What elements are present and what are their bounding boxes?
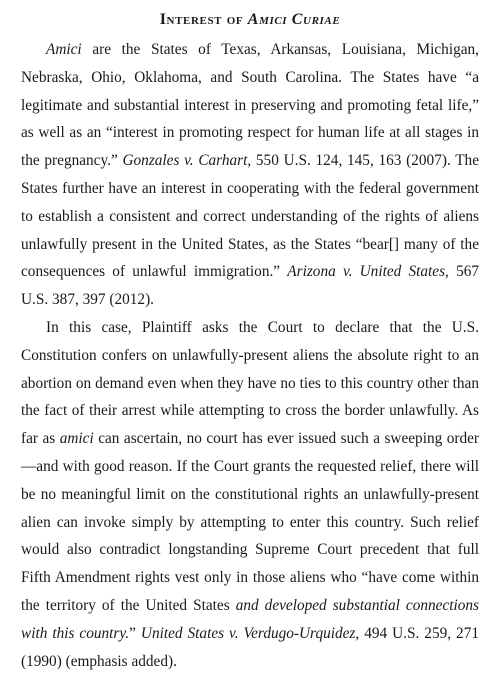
emphasized-quote: and developed substantial connections with this country. <box>21 596 479 642</box>
paragraph-text: In this case, Plaintiff asks the Court to declare that the U.S. Constitution confers on unlawfully-present aliens the absolute right to an abortion on demand even when they have no ties to this country other than the fact of their arrest while attempting to cross the border unlawfully. As far as <box>21 318 479 448</box>
paragraph-text: can ascertain, no court has ever issued such a sweeping order—and with good reason. If the Court grants the requested relief, there will be no meaningful limit on the constitutional rights an unlawfully-present alien can invoke simply by attempting to enter this country. Such relief would also contradict longstanding Supreme Court precedent that full Fifth Amendment rights vest only in those aliens who “have come within the territory of the United States <box>21 430 480 614</box>
heading-text: Interest of <box>159 11 248 28</box>
case-citation-arizona: Arizona v. United States <box>287 263 446 281</box>
paragraph-case-summary <box>21 314 479 675</box>
paragraph-text: are the States of Texas, Arkansas, Louisiana, Michigan, Nebraska, Ohio, Oklahoma, and South Carolina. The States have “a legitimate and substantial interest in preserving and promoting fetal life,” as well as an “interest in promoting respect for human life at all stages in the pregnancy.” <box>21 41 479 170</box>
paragraph-text: , 567 U.S. 387, 397 (2012). <box>21 263 480 309</box>
paragraph-text: ” <box>129 624 141 642</box>
paragraph-amici-interest <box>21 36 479 314</box>
paragraph-text: , 494 U.S. 259, 271 (1990) (emphasis added). <box>21 624 479 670</box>
amici-term: Amici <box>46 41 82 58</box>
case-citation-gonzales: Gonzales v. Carhart <box>122 152 248 170</box>
heading-italic-text: Amici Curiae <box>247 11 341 28</box>
paragraph-text: , 550 U.S. 124, 145, 163 (2007). The States further have an interest in cooperating with the federal government to establish a consistent and correct understanding of the rights of aliens unlawfully present in the United States, as the States “bear[] many of the consequences of unlawful immigration.” <box>21 152 479 281</box>
amici-term: amici <box>59 430 94 448</box>
case-citation-verdugo: United States v. Verdugo-Urquidez <box>140 624 356 642</box>
section-heading <box>21 10 479 30</box>
